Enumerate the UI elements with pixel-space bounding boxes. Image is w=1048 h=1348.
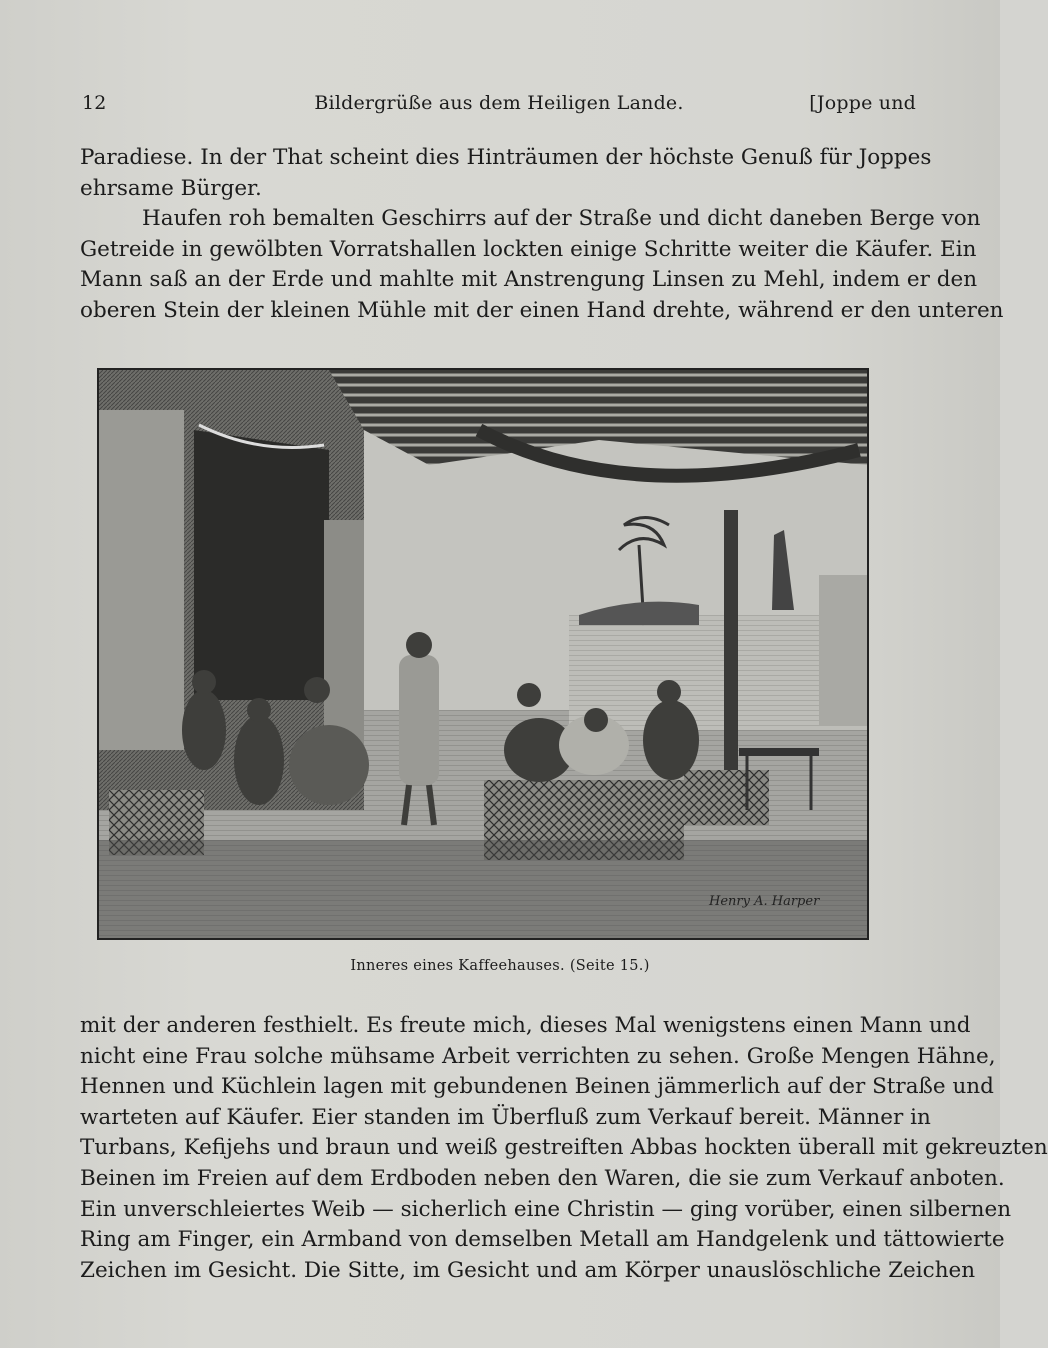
text-line: warteten auf Käufer. Eier standen im Überfluß zum Verkauf bereit. Männer in [80,1104,931,1130]
text-line: Ein unverschleiertes Weib — sicherlich eine Christin — ging vorüber, einen silbernen [80,1196,1012,1222]
coffeehouse-engraving [99,370,867,938]
text-line: Hennen und Küchlein lagen mit gebundenen Beinen jämmerlich auf der Straße und [80,1074,994,1100]
body-text-top [80,143,1004,327]
text-line: Paradiese. In der That scheint dies Hinträumen der höchste Genuß für Joppes [80,145,932,170]
text-line: Haufen roh bemalten Geschirrs auf der Straße und dicht daneben Berge von [142,206,981,232]
text-line: mit der anderen festhielt. Es freute mich, dieses Mal wenigstens einen Mann und [80,1013,971,1038]
text-line: Zeichen im Gesicht. Die Sitte, im Gesicht und am Körper unauslöschliche Zeichen [80,1257,976,1283]
text-line: Ring am Finger, ein Armband von demselben Metall am Handgelenk und tättowierte [80,1227,1005,1253]
page-number: 12 [82,92,107,114]
engraving-figure [97,368,869,940]
text-line: Turbans, Kefijehs und braun und weiß gestreiften Abbas hockten überall mit gekreuzten [80,1135,1048,1161]
text-line: oberen Stein der kleinen Mühle mit der einen Hand drehte, während er den unteren [80,297,1004,323]
running-section: [Joppe und [809,92,916,114]
text-line: Getreide in gewölbten Vorratshallen lockten einige Schritte weiter die Käufer. Ein [80,236,977,262]
text-line: nicht eine Frau solche mühsame Arbeit verrichten zu sehen. Große Mengen Hähne, [80,1043,996,1069]
figure-caption: Inneres eines Kaffeehauses. (Seite 15.) [350,958,650,974]
running-head [82,92,916,122]
text-line: Beinen im Freien auf dem Erdboden neben den Waren, die sie zum Verkauf anboten. [80,1165,1005,1191]
artist-signature: Henry A. Harper [709,894,820,909]
text-line: Mann saß an der Erde und mahlte mit Anstrengung Linsen zu Mehl, indem er den [80,267,978,293]
running-title: Bildergrüße aus dem Heiligen Lande. [314,92,684,114]
body-text-bottom [80,1011,1048,1286]
text-line: ehrsame Bürger. [80,175,262,201]
